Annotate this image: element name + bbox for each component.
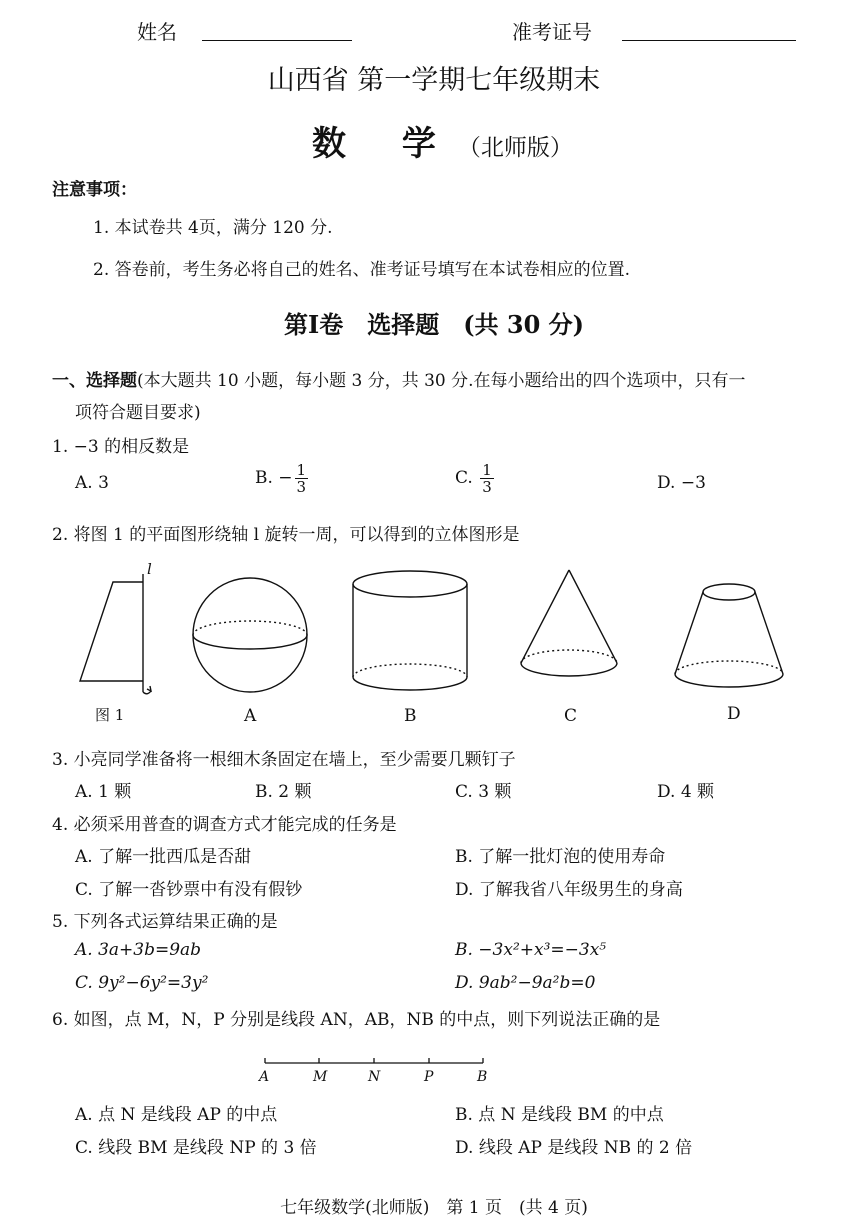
q6-stem: 6. 如图，点 M，N，P 分别是线段 AN，AB，NB 的中点，则下列说法正确的是 <box>52 1010 661 1030</box>
q4-option-d[interactable]: D. 了解我省八年级男生的身高 <box>455 880 683 900</box>
q1-option-c-den: 3 <box>482 478 492 496</box>
point-a-label: A <box>259 1069 270 1085</box>
figure-a-sphere <box>193 578 307 692</box>
exam-id-label: 准考证号 <box>512 20 592 44</box>
q4-option-c[interactable]: C. 了解一沓钞票中有没有假钞 <box>75 880 303 900</box>
subject-title <box>312 116 573 165</box>
q1-option-d[interactable]: D. −3 <box>657 473 706 493</box>
q1-option-c[interactable] <box>455 462 494 495</box>
q1-stem: 1. −3 的相反数是 <box>52 437 190 457</box>
notes-heading: 注意事项： <box>52 180 137 200</box>
q1-option-b-den: 3 <box>296 478 307 496</box>
q1-option-c-num: 1 <box>482 461 492 479</box>
q2-figures <box>0 560 868 720</box>
q3-option-c[interactable]: C. 3 颗 <box>455 782 512 802</box>
point-p-label: P <box>424 1069 434 1085</box>
q1-option-b-prefix: B. − <box>255 468 293 488</box>
edition-label: （北师版） <box>457 135 573 161</box>
figure-b-cylinder <box>353 571 467 690</box>
q2-stem: 2. 将图 1 的平面图形绕轴 l 旋转一周，可以得到的立体图形是 <box>52 525 520 545</box>
q6-option-b[interactable]: B. 点 N 是线段 BM 的中点 <box>455 1105 664 1125</box>
q3-option-b[interactable]: B. 2 颗 <box>255 782 312 802</box>
part1-desc-2: 项符合题目要求) <box>75 403 201 423</box>
q1-option-c-fraction <box>480 462 494 495</box>
q3-stem: 3. 小亮同学准备将一根细木条固定在墙上，至少需要几颗钉子 <box>52 750 516 770</box>
axis-l-label: l <box>147 560 152 578</box>
q5-option-c[interactable]: C. 9y²−6y²=3y² <box>75 973 209 993</box>
q6-option-a[interactable]: A. 点 N 是线段 AP 的中点 <box>75 1105 278 1125</box>
q6-option-c[interactable]: C. 线段 BM 是线段 NP 的 3 倍 <box>75 1138 317 1158</box>
part1-desc: (本大题共 10 小题，每小题 3 分，共 30 分.在每小题给出的四个选项中，只有一 <box>137 371 746 391</box>
subject-name: 数 学 <box>312 124 458 164</box>
section-title: 第Ⅰ卷 选择题 (共 30 分) <box>283 310 585 339</box>
q1-option-b-fraction <box>295 462 309 495</box>
q3-option-a[interactable]: A. 1 颗 <box>75 782 132 802</box>
q5-stem: 5. 下列各式运算结果正确的是 <box>52 912 278 932</box>
q4-option-a[interactable]: A. 了解一批西瓜是否甜 <box>75 847 252 867</box>
figure-c-cone <box>521 570 617 676</box>
point-n-label: N <box>368 1069 381 1085</box>
figure-a-label[interactable]: A <box>244 706 257 726</box>
exam-title: 山西省 第一学期七年级期末 <box>267 65 601 96</box>
point-m-label: M <box>313 1069 328 1085</box>
q4-option-b[interactable]: B. 了解一批灯泡的使用寿命 <box>455 847 666 867</box>
notes-item-2: 2. 答卷前，考生务必将自己的姓名、准考证号填写在本试卷相应的位置. <box>93 260 631 280</box>
name-label: 姓名 <box>137 20 177 44</box>
figure-1-label: 图 1 <box>95 706 125 724</box>
figure-d-frustum <box>675 584 783 687</box>
page-footer: 七年级数学(北师版) 第 1 页 (共 4 页) <box>280 1198 588 1218</box>
q1-option-b[interactable] <box>255 462 308 495</box>
point-b-label: B <box>477 1069 488 1085</box>
q1-option-b-num: 1 <box>296 461 307 479</box>
exam-id-blank[interactable] <box>622 40 796 41</box>
q6-option-d[interactable]: D. 线段 AP 是线段 NB 的 2 倍 <box>455 1138 693 1158</box>
q1-option-c-prefix: C. <box>455 468 479 488</box>
figure-c-label[interactable]: C <box>564 706 578 726</box>
q1-option-a[interactable]: A. 3 <box>75 473 109 493</box>
q4-stem: 4. 必须采用普查的调查方式才能完成的任务是 <box>52 815 397 835</box>
name-blank[interactable] <box>202 40 352 41</box>
q3-option-d[interactable]: D. 4 颗 <box>657 782 715 802</box>
part1-heading: 一、选择题 <box>52 371 137 391</box>
part1-intro <box>52 366 746 391</box>
notes-item-1: 1. 本试卷共 4页，满分 120 分. <box>93 218 333 238</box>
q5-option-d[interactable]: D. 9ab²−9a²b=0 <box>455 973 596 993</box>
q5-option-b[interactable]: B. −3x²+x³=−3x⁵ <box>455 940 607 960</box>
figure-b-label[interactable]: B <box>404 706 417 726</box>
figure-d-label[interactable]: D <box>727 704 741 724</box>
q5-option-a[interactable]: A. 3a+3b=9ab <box>75 940 202 960</box>
figure-1-trapezoid <box>80 574 151 694</box>
